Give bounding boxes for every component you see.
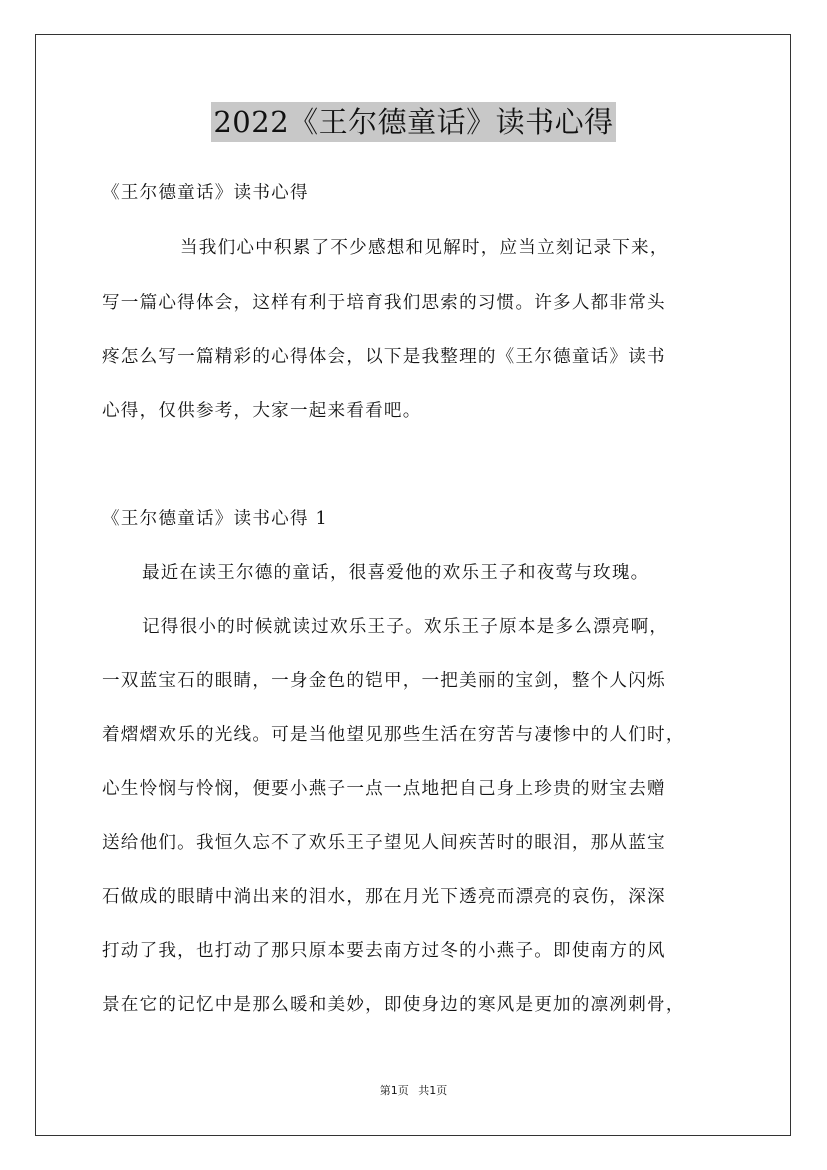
section-heading: 《王尔德童话》读书心得 1: [102, 509, 328, 529]
page-total: 共1页: [418, 1084, 448, 1097]
title-container: [0, 102, 827, 142]
body-line: 最近在读王尔德的童话，很喜爱他的欢乐王子和夜莺与玫瑰。: [142, 563, 650, 583]
page-footer: [0, 1084, 827, 1098]
subtitle: 《王尔德童话》读书心得: [102, 183, 309, 203]
body-line: 打动了我，也打动了那只原本要去南方过冬的小燕子。即使南方的风: [102, 941, 666, 961]
intro-line: 写一篇心得体会，这样有利于培育我们思索的习惯。许多人都非常头: [102, 293, 666, 313]
body-line: 送给他们。我恒久忘不了欢乐王子望见人间疾苦时的眼泪，那从蓝宝: [102, 833, 666, 853]
intro-line: 心得，仅供参考，大家一起来看看吧。: [102, 401, 422, 421]
body-line: 着熠熠欢乐的光线。可是当他望见那些生活在穷苦与凄惨中的人们时，: [102, 725, 685, 745]
body-line: 石做成的眼睛中淌出来的泪水，那在月光下透亮而漂亮的哀伤，深深: [102, 887, 666, 907]
body-line: 心生怜悯与怜悯，便要小燕子一点一点地把自己身上珍贵的财宝去赠: [102, 779, 666, 799]
document-title: 2022《王尔德童话》读书心得: [211, 102, 615, 142]
intro-line: 疼怎么写一篇精彩的心得体会，以下是我整理的《王尔德童话》读书: [102, 347, 666, 367]
body-line: 记得很小的时候就读过欢乐王子。欢乐王子原本是多么漂亮啊，: [142, 617, 669, 637]
intro-line: 当我们心中积累了不少感想和见解时，应当立刻记录下来，: [180, 238, 669, 258]
body-line: 景在它的记忆中是那么暖和美妙，即使身边的寒风是更加的凛冽刺骨，: [102, 995, 685, 1015]
body-line: 一双蓝宝石的眼睛，一身金色的铠甲，一把美丽的宝剑，整个人闪烁: [102, 671, 666, 691]
page-number: 第1页: [379, 1084, 409, 1097]
